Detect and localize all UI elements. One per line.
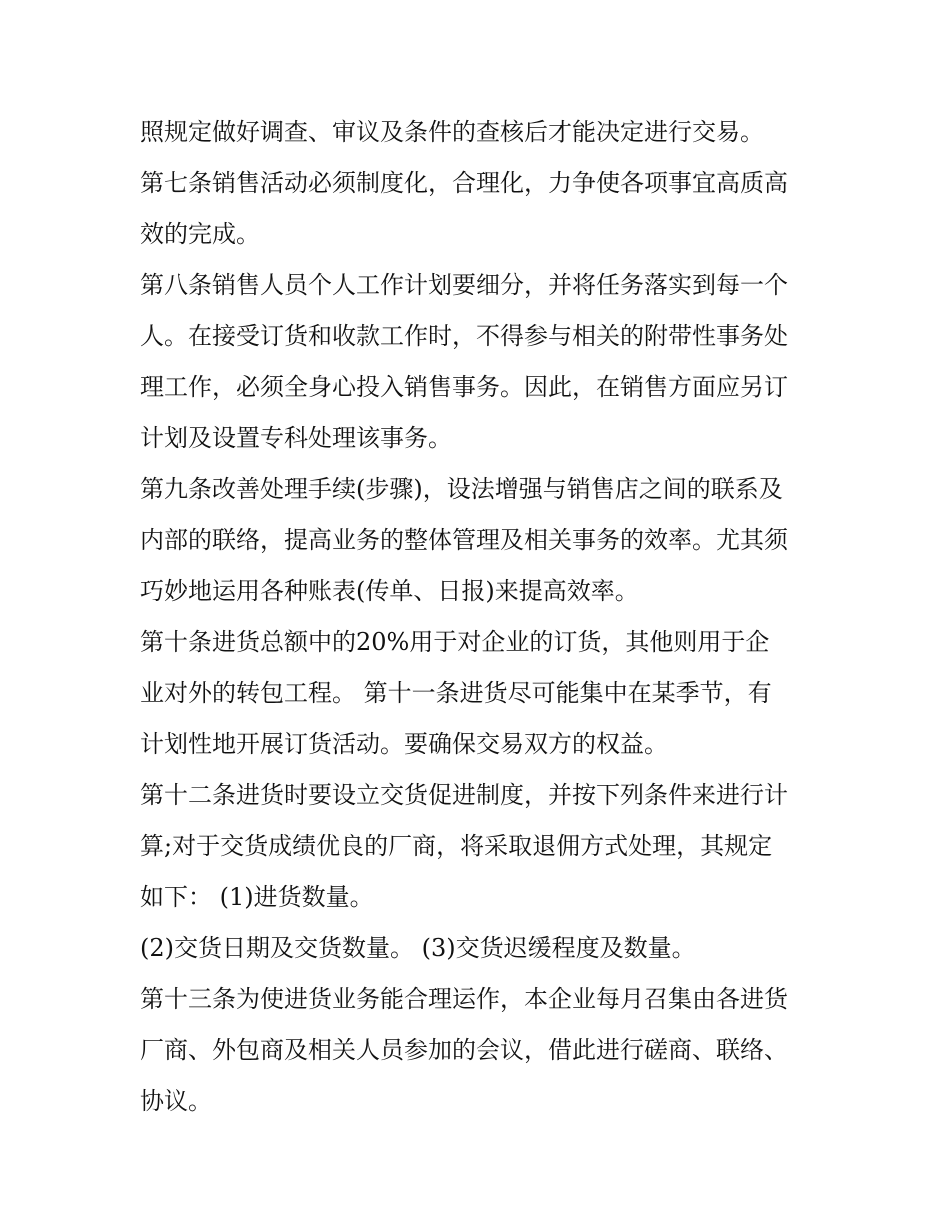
text-line-1: 照规定做好调查、审议及条件的查核后才能决定进行交易。 <box>140 118 764 146</box>
text-line-20: 协议。 <box>140 1087 212 1115</box>
text-line-14: 第十二条进货时要设立交货促进制度，并按下列条件来进行计 <box>140 781 788 809</box>
text-line-13: 计划性地开展订货活动。要确保交易双方的权益。 <box>140 730 668 758</box>
document-body <box>140 107 830 1127</box>
text-line-16: 如下： (1)进货数量。 <box>140 883 374 911</box>
text-line-11: 第十条进货总额中的20%用于对企业的订货，其他则用于企 <box>140 628 770 656</box>
text-line-5: 人。在接受订货和收款工作时，不得参与相关的附带性事务处 <box>140 322 788 350</box>
text-line-15: 算;对于交货成绩优良的厂商，将采取退佣方式处理，其规定 <box>140 832 773 860</box>
text-line-18: 第十三条为使进货业务能合理运作，本企业每月召集由各进货 <box>140 985 788 1013</box>
text-line-19: 厂商、外包商及相关人员参加的会议，借此进行磋商、联络、 <box>140 1036 788 1064</box>
text-line-2: 第七条销售活动必须制度化，合理化，力争使各项事宜高质高 <box>140 169 788 197</box>
text-line-4: 第八条销售人员个人工作计划要细分，并将任务落实到每一个 <box>140 271 788 299</box>
text-line-17: (2)交货日期及交货数量。 (3)交货迟缓程度及数量。 <box>140 934 696 962</box>
text-line-6: 理工作，必须全身心投入销售事务。因此，在销售方面应另订 <box>140 373 788 401</box>
text-line-3: 效的完成。 <box>140 220 260 248</box>
text-line-8: 第九条改善处理手续(步骤)，设法增强与销售店之间的联系及 <box>140 475 783 503</box>
text-line-10: 巧妙地运用各种账表(传单、日报)来提高效率。 <box>140 577 639 605</box>
text-line-12: 业对外的转包工程。 第十一条进货尽可能集中在某季节，有 <box>140 679 772 707</box>
text-line-9: 内部的联络，提高业务的整体管理及相关事务的效率。尤其须 <box>140 526 788 554</box>
text-line-7: 计划及设置专科处理该事务。 <box>140 424 452 452</box>
